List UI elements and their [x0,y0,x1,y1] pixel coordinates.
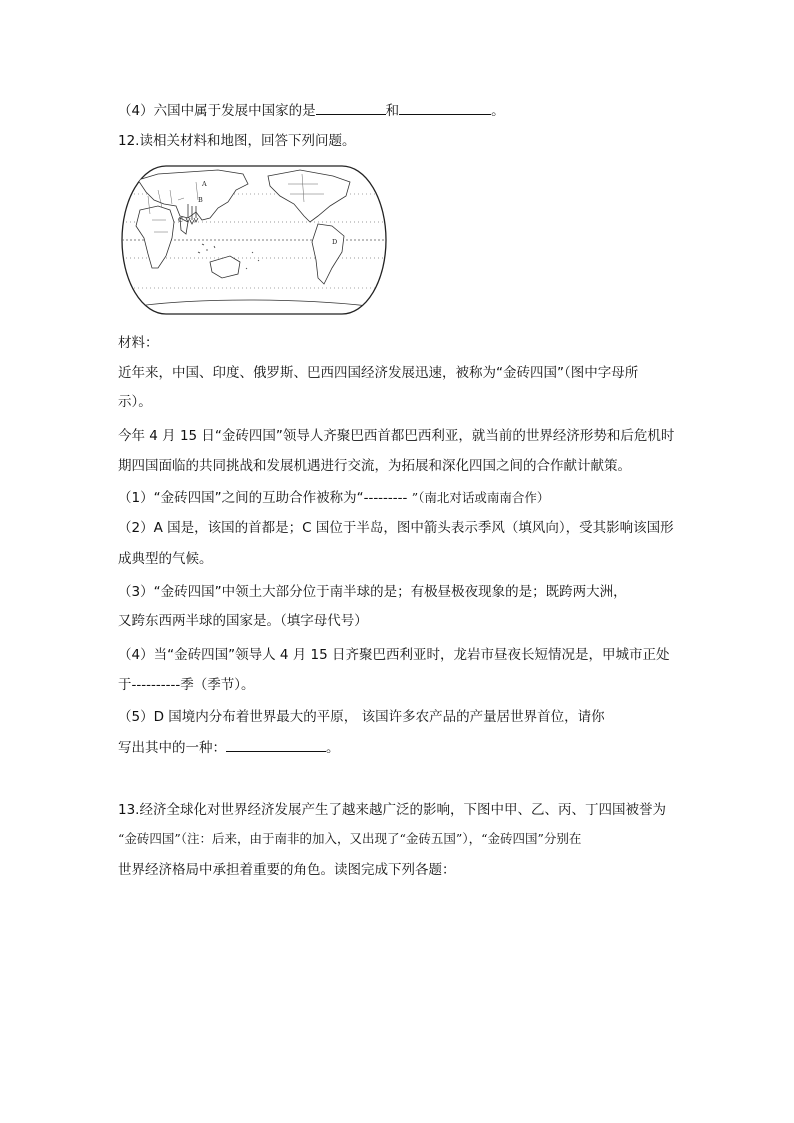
q13-line3: 世界经济格局中承担着重要的角色。读图完成下列各题： [118,862,456,878]
q13-line1: 13.经济全球化对世界经济发展产生了越来越广泛的影响，下图中甲、乙、丙、丁四国被誉为 [118,802,666,818]
q11-item4-text-a: （4）六国中属于发展中国家的是 [118,103,316,119]
q5-text-a: 写出其中的一种： [118,740,226,756]
q12-question-4-line1: （4）当“金砖四国”领导人 4 月 15 日齐聚巴西利亚时，龙岩市昼夜长短情况是，甲城市正处 [118,647,670,663]
q13-line2: “金砖四国”（注：后来，由于南非的加入，又出现了“金砖五国”），“金砖四国”分别在 [118,831,582,846]
q12-question-3-line2: 又跨东西两半球的国家是。（填字母代号） [118,613,368,629]
map-label-d: D [332,238,338,246]
q12-question-5-line1: （5）D 国境内分布着世界最大的平原， 该国许多农产品的产量居世界首位，请你 [118,709,605,725]
q1-text-a: （1）“金砖四国”之间的互助合作被称为“--------- [118,490,408,506]
material-p2-line1: 今年 4 月 15 日“金砖四国”领导人齐聚巴西首都巴西利亚，就当前的世界经济形势和后危机时 [118,428,675,444]
q12-question-2-line2: 成典型的气候。 [118,551,213,567]
material-p1-line1: 近年来，中国、印度、俄罗斯、巴西四国经济发展迅速，被称为“金砖四国”（图中字母所 [118,365,639,381]
map-label-b: B [198,196,203,204]
map-label-c: C [178,216,183,224]
q12-stem: 12.读相关材料和地图，回答下列问题。 [118,133,356,149]
q11-item4-text-b: 和 [385,103,400,119]
q11-item4-end: 。 [491,103,505,119]
answer-blank-2[interactable] [399,100,491,115]
material-label: 材料： [118,335,159,351]
q12-question-1 [118,488,549,508]
map-label-a: A [202,180,207,188]
q5-text-end: 。 [326,740,340,756]
q12-question-3-line1: （3）“金砖四国”中领土大部分位于南半球的是；有极昼极夜现象的是；既跨两大洲， [118,584,627,600]
q12-question-2-line1: （2）A 国是，该国的首都是；C 国位于半岛，图中箭头表示季风（填风向），受其影响该国形 [118,520,674,536]
q12-question-5-line2 [118,737,340,758]
material-p2-line2: 期四国面临的共同挑战和发展机遇进行交流，为拓展和深化四国之间的合作献计献策。 [118,458,631,474]
answer-blank-1[interactable] [316,100,386,115]
answer-blank-3[interactable] [226,737,326,752]
q1-text-b: ”（南北对话或南南合作） [411,490,550,505]
q12-question-4-line2: 于----------季（季节）。 [118,677,255,693]
material-p1-line2: 示）。 [118,394,152,410]
world-map-figure [118,160,390,320]
q11-item4 [118,100,505,121]
